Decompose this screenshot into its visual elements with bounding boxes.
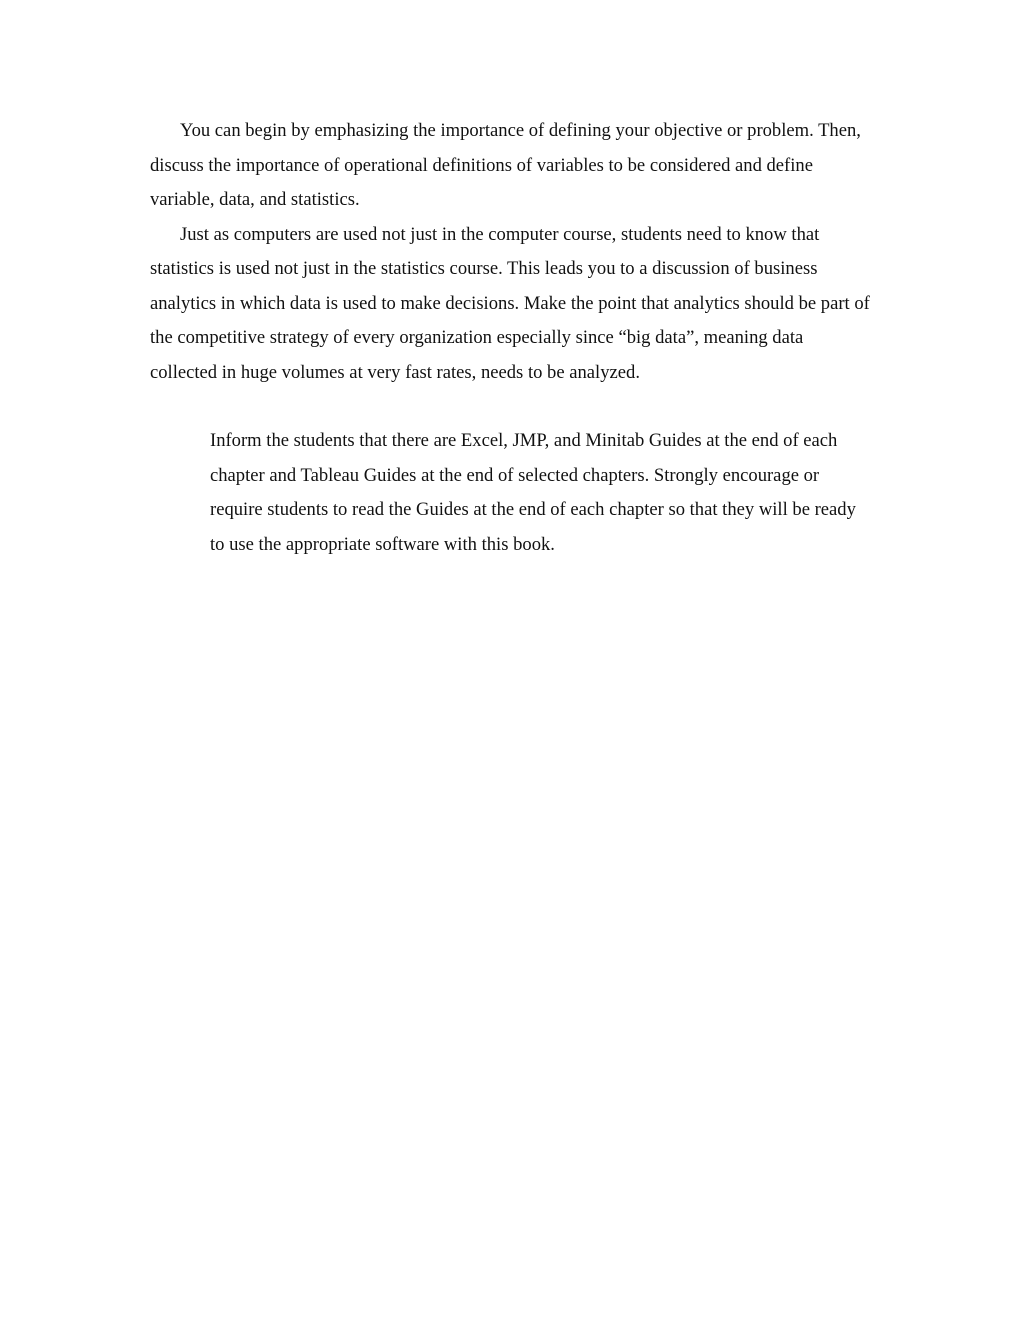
software-guides-note — [210, 424, 872, 562]
note-text: Inform the students that there are Excel, JMP, and Minitab Guides at the end of each chapter and Tableau Guides at the end of selected chapters. Strongly encourage or require students to read the Guides at the end of each chapter so that they will be ready to use the appropriate software with this book. — [210, 430, 856, 555]
paragraph-objective: You can begin by emphasizing the importance of defining your objective or problem. Then, discuss the importance of operational definitions of variables to be considered and define variable, data, and statistics. — [150, 120, 861, 210]
paragraph-business-analytics: Just as computers are used not just in the computer course, students need to know that statistics is used not just in the statistics course. This leads you to a discussion of business analytics in which data is used to make decisions. Make the point that analytics should be part of the competitive strategy of every organization especially since “big data”, meaning data collected in huge volumes at very fast rates, needs to be analyzed. — [150, 223, 870, 383]
main-body — [150, 114, 872, 390]
